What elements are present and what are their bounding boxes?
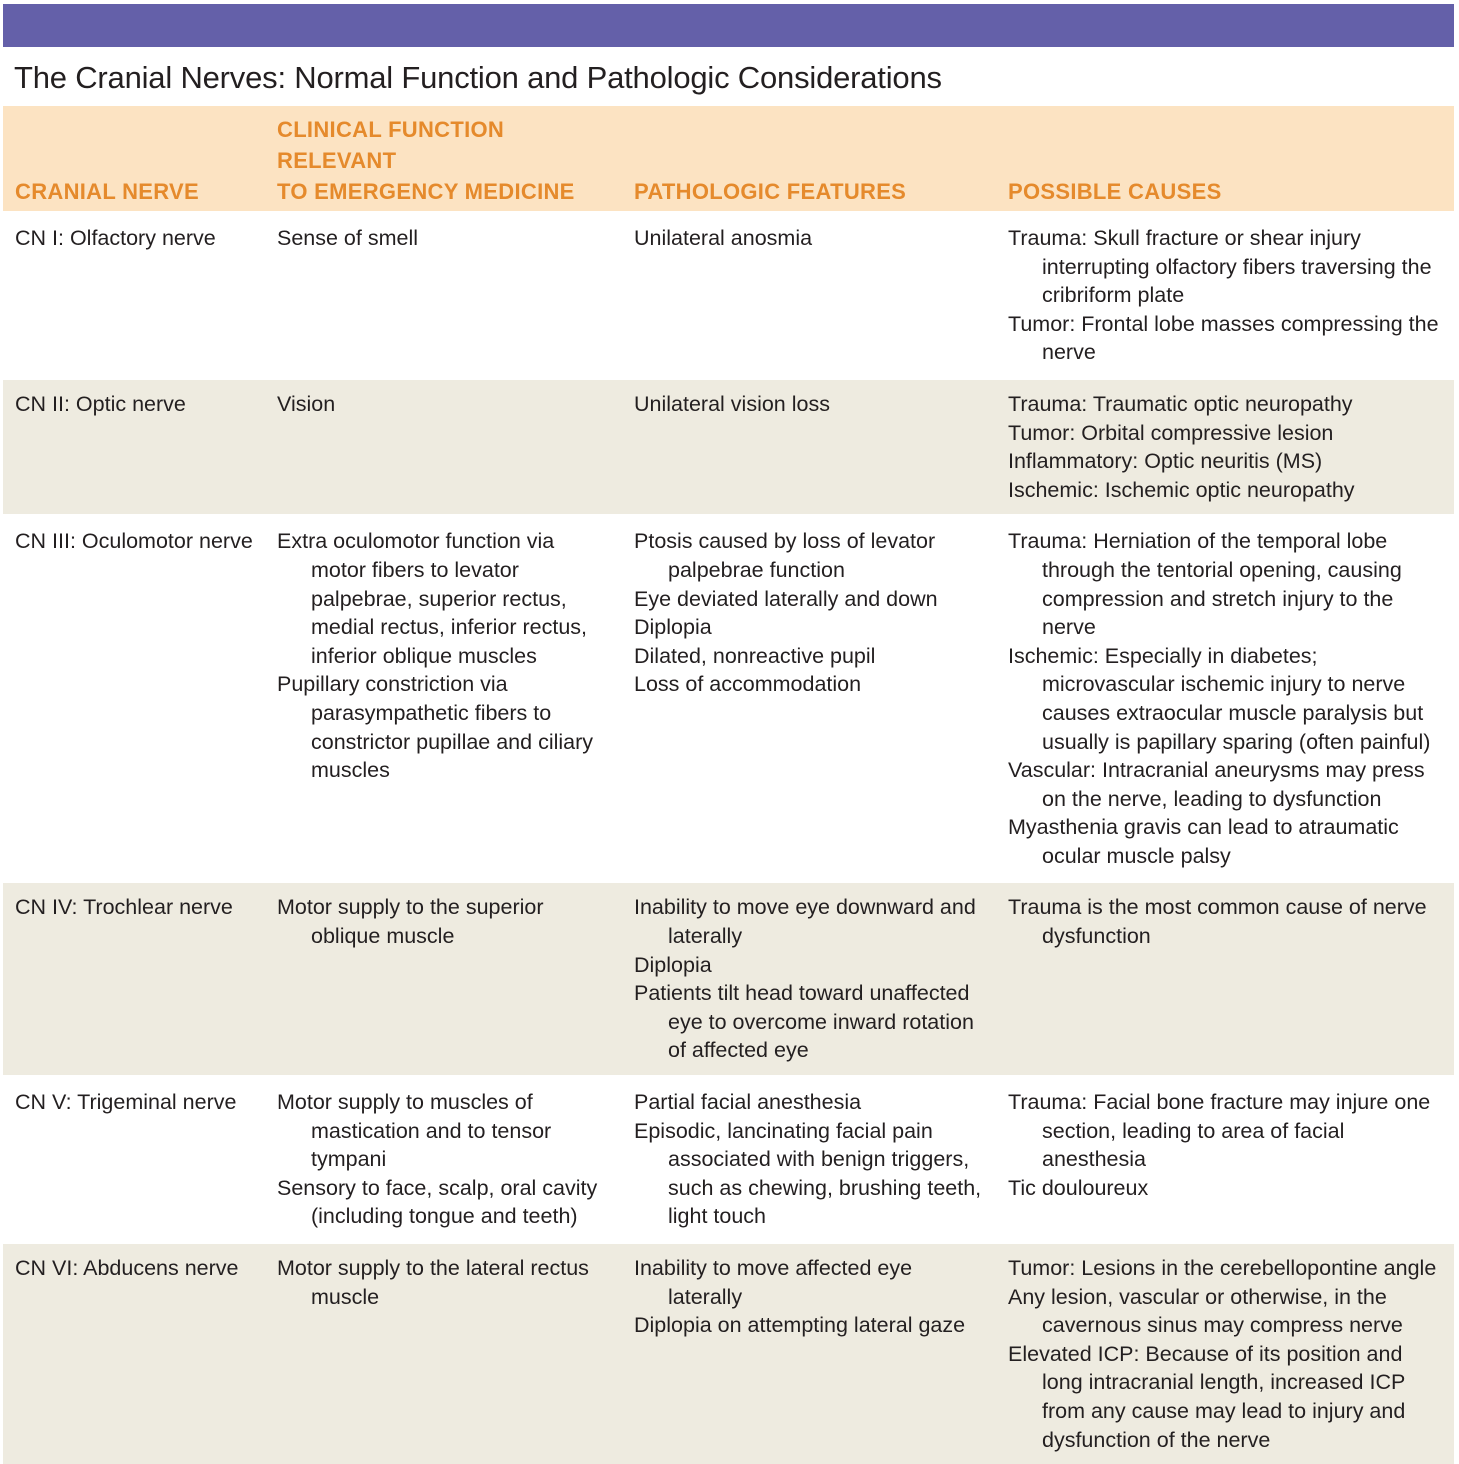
- cell-function: [265, 378, 622, 515]
- cell-features: [622, 1077, 996, 1243]
- header-possible-causes: POSSIBLE CAUSES: [996, 106, 1454, 213]
- causes-item: Trauma: Facial bone fracture may injure one section, leading to area of facial anesthesia: [1008, 1088, 1446, 1174]
- cell-cranial-nerve: CN V: Trigeminal nerve: [3, 1077, 265, 1243]
- cell-causes: [996, 1243, 1454, 1464]
- features-item: Unilateral anosmia: [634, 224, 988, 253]
- cell-cranial-nerve: CN I: Olfactory nerve: [3, 213, 265, 379]
- table-row: [3, 516, 1454, 882]
- function-item: Vision: [277, 390, 614, 419]
- function-item: Motor supply to muscles of mastication and to tensor tympani: [277, 1088, 614, 1174]
- cell-features: [622, 882, 996, 1077]
- header-bar: [3, 4, 1454, 47]
- function-item: Motor supply to the lateral rectus muscle: [277, 1254, 614, 1311]
- function-item: Extra oculomotor function via motor fibers to levator palpebrae, superior rectus, medial rectus, inferior rectus, inferior oblique muscles: [277, 527, 614, 670]
- cell-causes: [996, 516, 1454, 882]
- features-item: Patients tilt head toward unaffected eye to overcome inward rotation of affected eye: [634, 979, 988, 1065]
- causes-item: Trauma: Skull fracture or shear injury interrupting olfactory fibers traversing the cribriform plate: [1008, 224, 1446, 310]
- cell-cranial-nerve: CN II: Optic nerve: [3, 378, 265, 515]
- features-item: Partial facial anesthesia: [634, 1088, 988, 1117]
- features-item: Ptosis caused by loss of levator palpebrae function: [634, 527, 988, 584]
- header-clinical-function: CLINICAL FUNCTION RELEVANT TO EMERGENCY MEDICINE: [265, 106, 622, 213]
- features-item: Diplopia: [634, 951, 988, 980]
- cell-causes: [996, 882, 1454, 1077]
- features-item: Eye deviated laterally and down: [634, 585, 988, 614]
- causes-item: Elevated ICP: Because of its position and long intracranial length, increased ICP from any cause may lead to injury and dysfunction of the nerve: [1008, 1340, 1446, 1454]
- function-item: Sense of smell: [277, 224, 614, 253]
- features-item: Dilated, nonreactive pupil: [634, 642, 988, 671]
- cell-features: [622, 213, 996, 379]
- causes-item: Ischemic: Ischemic optic neuropathy: [1008, 476, 1446, 505]
- features-item: Inability to move eye downward and laterally: [634, 893, 988, 950]
- causes-item: Trauma: Herniation of the temporal lobe through the tentorial opening, causing compression and stretch injury to the nerve: [1008, 527, 1446, 641]
- table-row: [3, 1077, 1454, 1243]
- causes-item: Any lesion, vascular or otherwise, in the cavernous sinus may compress nerve: [1008, 1283, 1446, 1340]
- cell-function: [265, 516, 622, 882]
- header-cranial-nerve: CRANIAL NERVE: [3, 106, 265, 213]
- table-header-row: [3, 106, 1454, 213]
- causes-item: Tumor: Lesions in the cerebellopontine angle: [1008, 1254, 1446, 1283]
- cell-cranial-nerve: CN IV: Trochlear nerve: [3, 882, 265, 1077]
- table-row: [3, 1243, 1454, 1464]
- cell-causes: [996, 1077, 1454, 1243]
- cell-function: [265, 213, 622, 379]
- causes-item: Trauma is the most common cause of nerve dysfunction: [1008, 893, 1446, 950]
- causes-item: Tumor: Orbital compressive lesion: [1008, 419, 1446, 448]
- cell-causes: [996, 378, 1454, 515]
- causes-item: Inflammatory: Optic neuritis (MS): [1008, 447, 1446, 476]
- causes-item: Myasthenia gravis can lead to atraumatic ocular muscle palsy: [1008, 813, 1446, 870]
- table-row: [3, 378, 1454, 515]
- cell-function: [265, 882, 622, 1077]
- function-item: Pupillary constriction via parasympathetic fibers to constrictor pupillae and ciliary muscles: [277, 670, 614, 784]
- cell-features: [622, 1243, 996, 1464]
- cell-cranial-nerve: CN VI: Abducens nerve: [3, 1243, 265, 1464]
- cell-causes: [996, 213, 1454, 379]
- causes-item: Ischemic: Especially in diabetes; microvascular ischemic injury to nerve causes extraocular muscle paralysis but usually is papillary sparing (often painful): [1008, 642, 1446, 756]
- causes-item: Trauma: Traumatic optic neuropathy: [1008, 390, 1446, 419]
- features-item: Diplopia on attempting lateral gaze: [634, 1311, 988, 1340]
- function-item: Sensory to face, scalp, oral cavity (including tongue and teeth): [277, 1174, 614, 1231]
- function-item: Motor supply to the superior oblique muscle: [277, 893, 614, 950]
- header-pathologic-features: PATHOLOGIC FEATURES: [622, 106, 996, 213]
- table-row: [3, 213, 1454, 379]
- features-item: Unilateral vision loss: [634, 390, 988, 419]
- cell-function: [265, 1077, 622, 1243]
- features-item: Inability to move affected eye laterally: [634, 1254, 988, 1311]
- cell-features: [622, 378, 996, 515]
- cell-function: [265, 1243, 622, 1464]
- table-row: [3, 882, 1454, 1077]
- features-item: Diplopia: [634, 613, 988, 642]
- causes-item: Tic douloureux: [1008, 1174, 1446, 1203]
- causes-item: Tumor: Frontal lobe masses compressing the nerve: [1008, 310, 1446, 367]
- cell-cranial-nerve: CN III: Oculomotor nerve: [3, 516, 265, 882]
- page-title: The Cranial Nerves: Normal Function and Pathologic Considerations: [14, 58, 942, 98]
- features-item: Loss of accommodation: [634, 670, 988, 699]
- cranial-nerves-table: [3, 106, 1454, 1464]
- cell-features: [622, 516, 996, 882]
- features-item: Episodic, lancinating facial pain associated with benign triggers, such as chewing, brushing teeth, light touch: [634, 1117, 988, 1231]
- causes-item: Vascular: Intracranial aneurysms may press on the nerve, leading to dysfunction: [1008, 756, 1446, 813]
